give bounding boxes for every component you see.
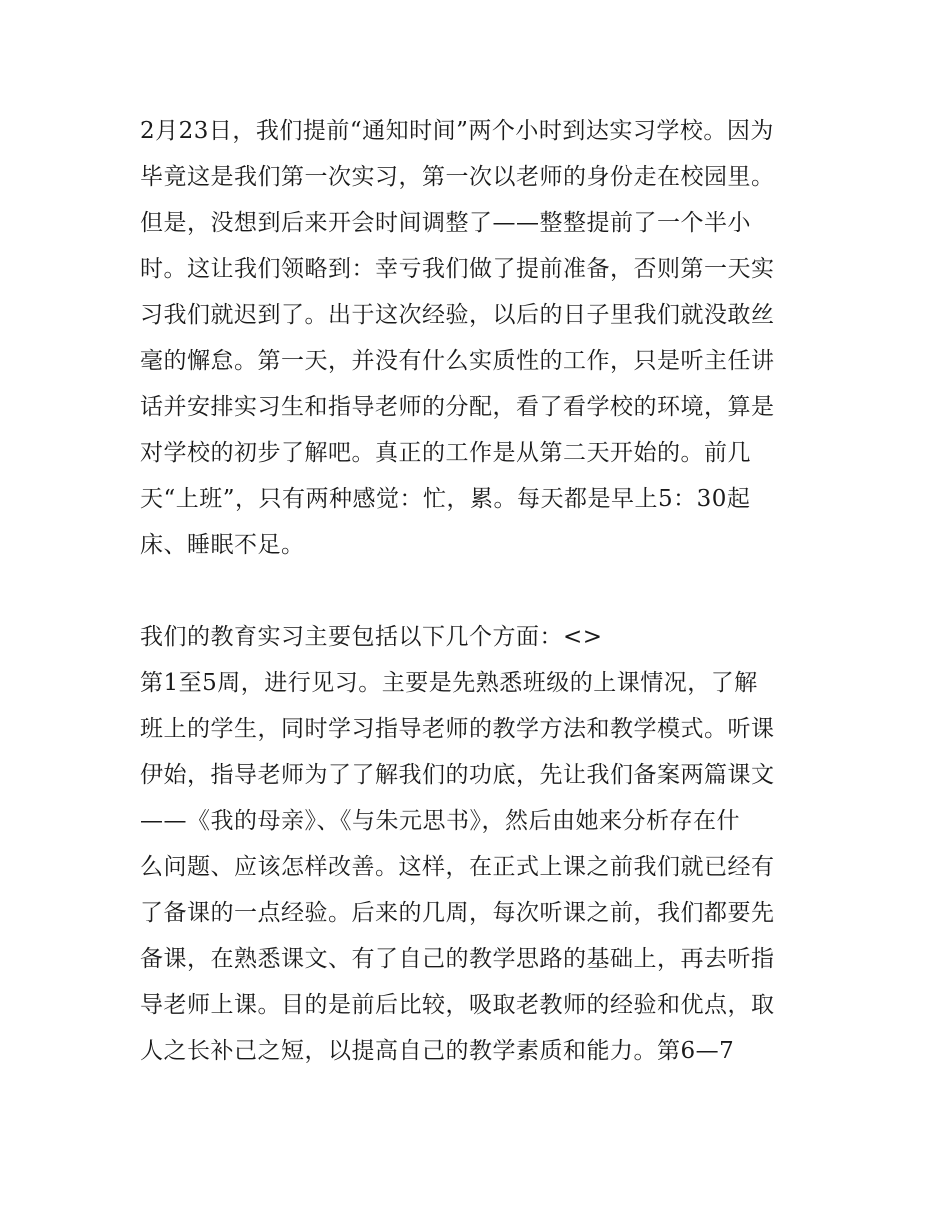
text-line: 2月23日，我们提前“通知时间”两个小时到达实习学校。因为 (140, 118, 774, 144)
text-line: 时。这让我们领略到：幸亏我们做了提前准备，否则第一天实 (140, 256, 775, 282)
text-line: 人之长补己之短，以提高自己的教学素质和能力。第6—7 (140, 1038, 735, 1064)
text-line: ——《我的母亲》、《与朱元思书》，然后由她来分析存在什 (140, 808, 740, 834)
text-line: 班上的学生，同时学习指导老师的教学方法和教学模式。听课 (140, 716, 775, 742)
text-line: 导老师上课。目的是前后比较，吸取老教师的经验和优点，取 (140, 992, 775, 1018)
text-line: 么问题、应该怎样改善。这样，在正式上课之前我们就已经有 (140, 854, 775, 880)
text-line: 但是，没想到后来开会时间调整了——整整提前了一个半小 (140, 210, 751, 236)
text-line: 话并安排实习生和指导老师的分配，看了看学校的环境，算是 (140, 394, 775, 420)
text-line: 对学校的初步了解吧。真正的工作是从第二天开始的。前几 (140, 440, 751, 466)
paragraph-observation-weeks (140, 660, 830, 1074)
text-line: 毕竟这是我们第一次实习，第一次以老师的身份走在校园里。 (140, 164, 775, 190)
text-line: 习我们就迟到了。出于这次经验，以后的日子里我们就没敢丝 (140, 302, 775, 328)
text-line: 伊始，指导老师为了了解我们的功底，先让我们备案两篇课文 (140, 762, 775, 788)
text-line: 第1至5周，进行见习。主要是先熟悉班级的上课情况，了解 (140, 670, 758, 696)
paragraph-internship-aspects (140, 614, 830, 660)
text-line: 我们的教育实习主要包括以下几个方面：<> (140, 624, 603, 650)
paragraph-internship-arrival (140, 108, 830, 568)
text-line: 了备课的一点经验。后来的几周，每次听课之前，我们都要先 (140, 900, 775, 926)
text-line: 天“上班”，只有两种感觉：忙，累。每天都是早上5：30起 (140, 486, 751, 512)
text-line: 床、睡眠不足。 (140, 532, 305, 558)
text-line: 毫的懈怠。第一天，并没有什么实质性的工作，只是听主任讲 (140, 348, 775, 374)
text-line: 备课，在熟悉课文、有了自己的教学思路的基础上，再去听指 (140, 946, 775, 972)
